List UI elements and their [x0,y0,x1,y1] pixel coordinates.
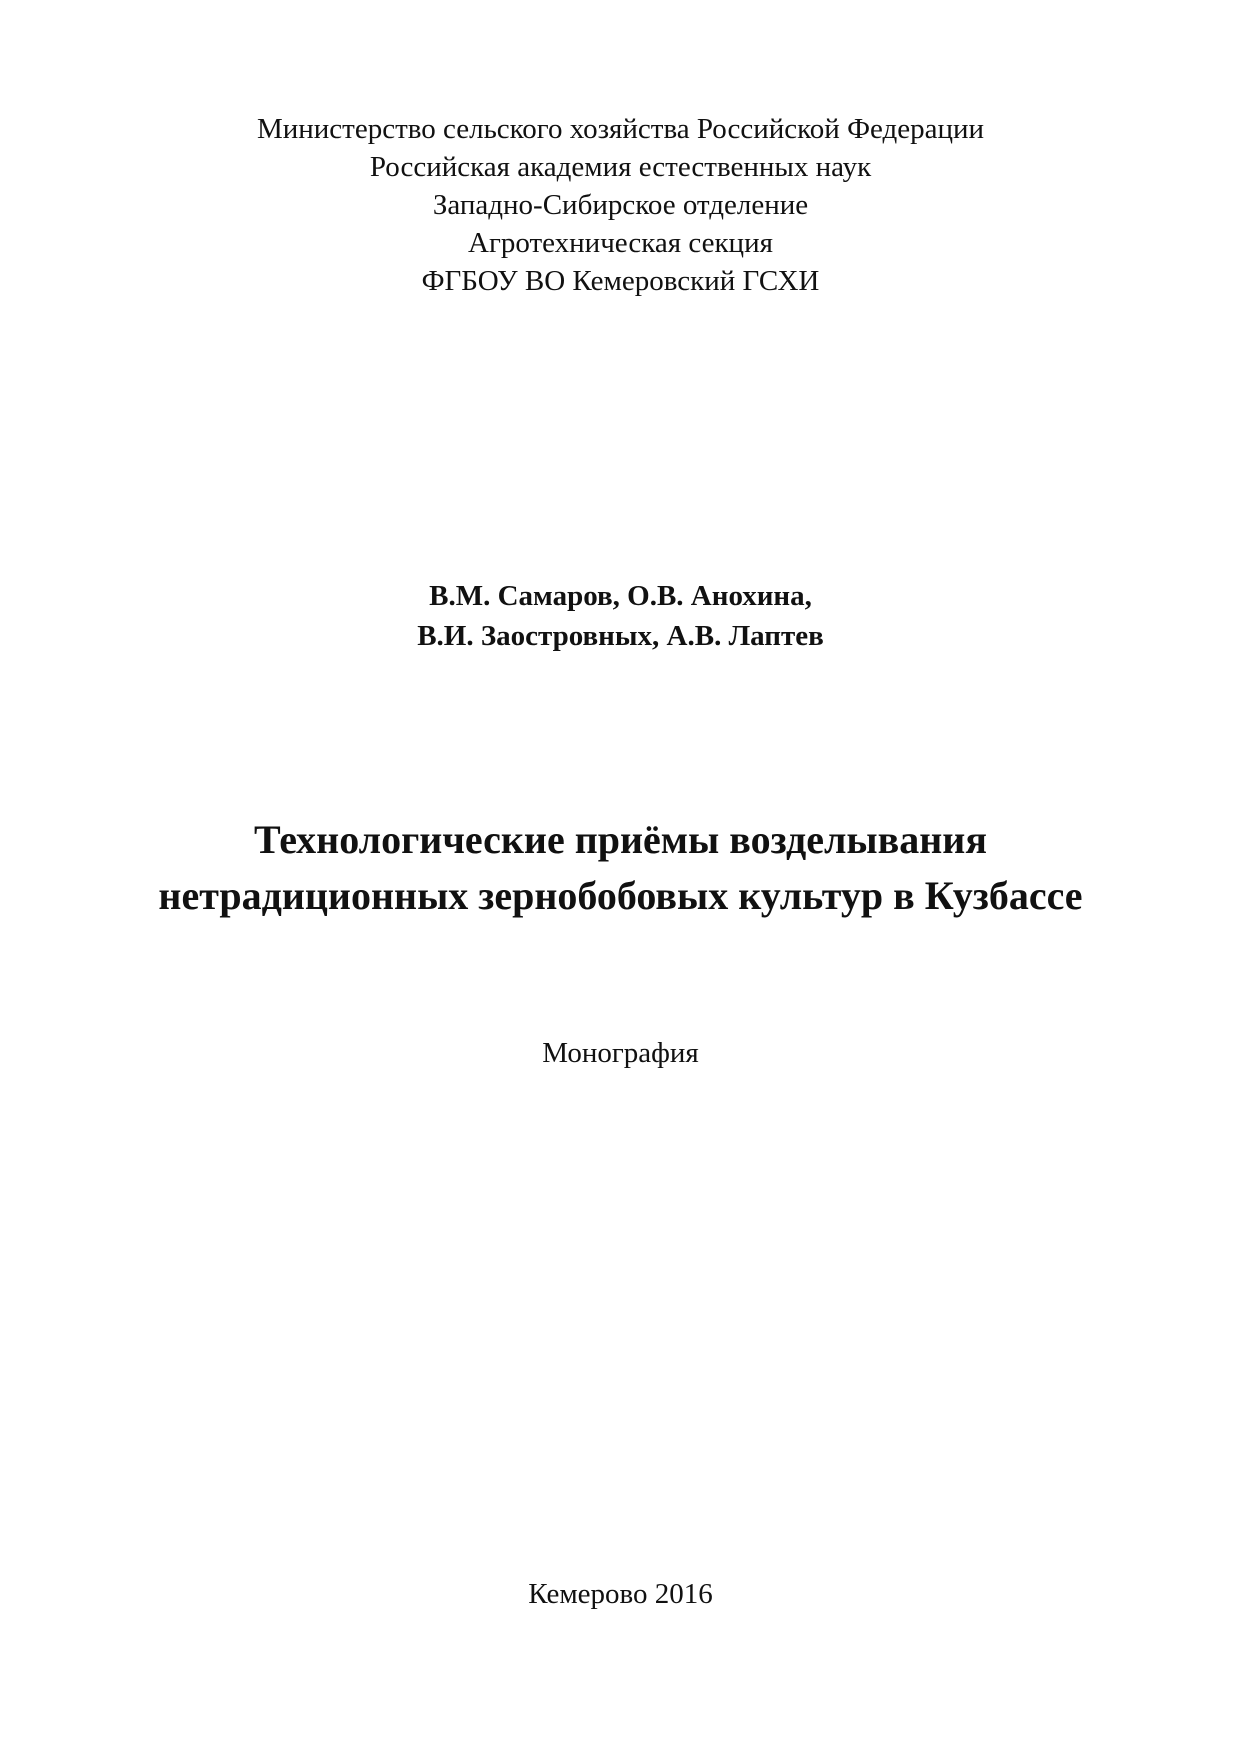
institution-line-academy: Российская академия естественных наук [369,151,872,183]
book-title-line-2: нетрадиционных зернобобовых культур в Кузбассе [158,873,1083,918]
imprint-place-year: Кемерово 2016 [528,1578,713,1610]
book-title-line-1: Технологические приёмы возделывания [254,817,987,862]
institution-line-branch: Западно-Сибирское отделение [432,189,809,221]
institution-line-section: Агротехническая секция [468,227,773,259]
book-title [0,812,1241,924]
institutions-block [0,110,1241,300]
authors-line-1: В.М. Самаров, О.В. Анохина, [429,580,812,612]
authors-block [0,576,1241,656]
genre-label: Монография [542,1037,699,1069]
institution-line-ministry: Министерство сельского хозяйства Российской Федерации [256,113,985,145]
institution-line-university: ФГБОУ ВО Кемеровский ГСХИ [421,265,820,297]
authors-line-2: В.И. Заостровных, А.В. Лаптев [417,620,824,652]
